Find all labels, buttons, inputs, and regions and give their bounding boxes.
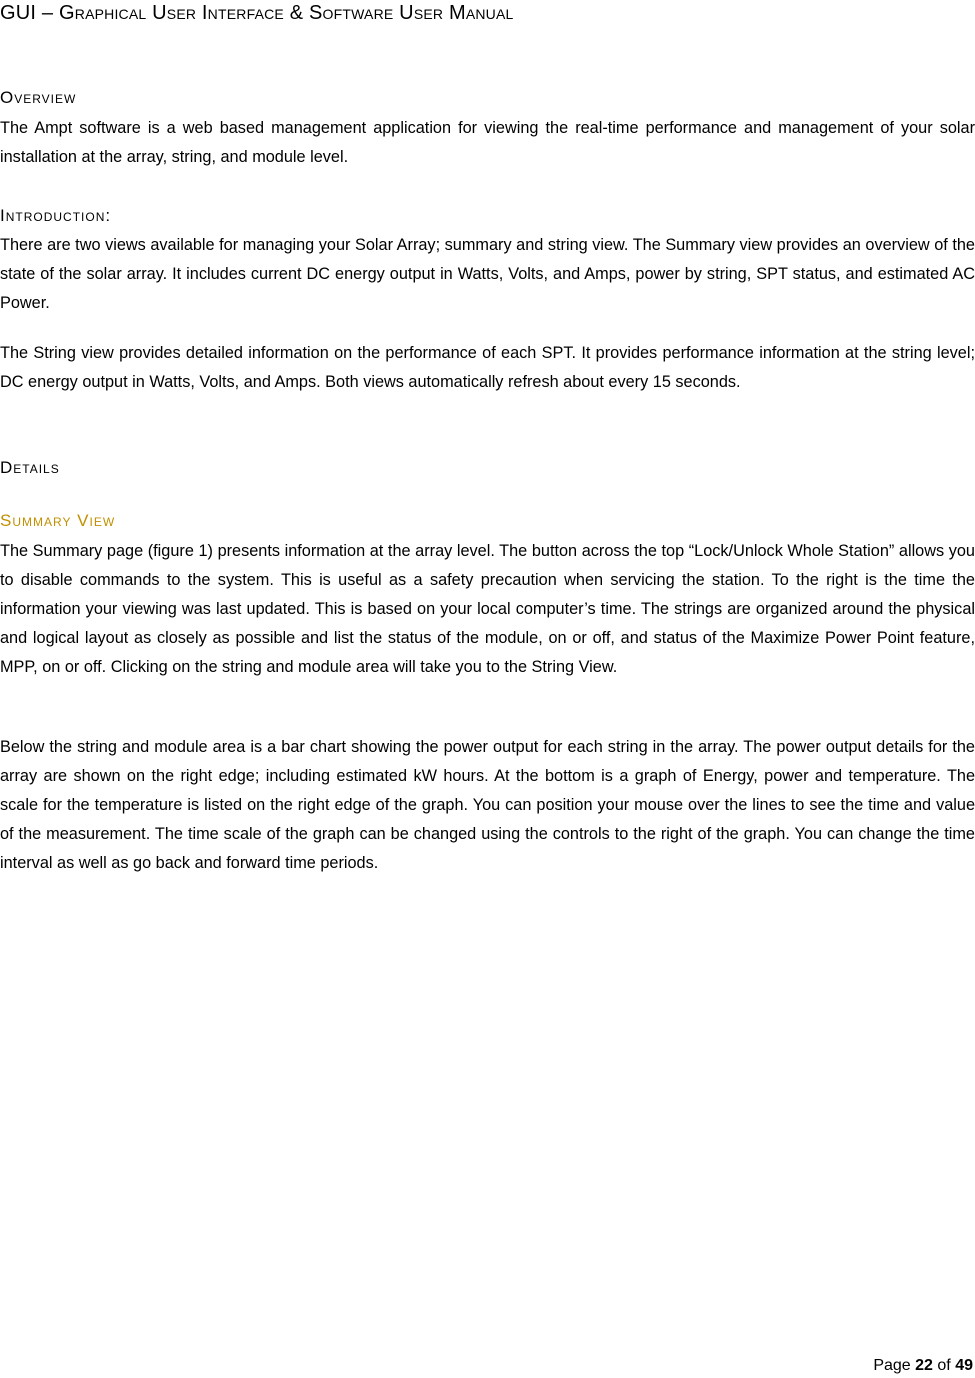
summary-view-paragraph-2: Below the string and module area is a bar chart showing the power output for each string in the array. The power output details for the array are shown on the right edge; including estimated kW hours. At the bottom is a graph of Energy, power and temperature. The scale for the temperature is listed on the right edge of the graph. You can position your mouse over the lines to see the time and value of the measurement. The time scale of the graph can be changed using the controls to the right of the graph. You can change the time interval as well as go back and forward time periods.: [0, 738, 975, 872]
introduction-heading: Introduction:: [0, 206, 112, 225]
total-pages: 49: [955, 1357, 973, 1374]
introduction-paragraph-2: The String view provides detailed information on the performance of each SPT. It provides performance information at the string level; DC energy output in Watts, Volts, and Amps. Both views automatically refresh about every 15 seconds.: [0, 344, 975, 391]
overview-paragraph: The Ampt software is a web based management application for viewing the real-time performance and management of your solar installation at the array, string, and module level.: [0, 119, 975, 166]
page-header: [0, 0, 975, 28]
summary-view-heading: Summary View: [0, 511, 116, 530]
page-footer: [873, 1355, 973, 1377]
header-prefix: GUI –: [0, 2, 59, 24]
header-title: Graphical User Interface & Software User Manual: [59, 2, 514, 24]
introduction-paragraph-1: There are two views available for managing your Solar Array; summary and string view. The Summary view provides an overview of the state of the solar array. It includes current DC energy output in Watts, Volts, and Amps, power by string, SPT status, and estimated AC Power.: [0, 236, 975, 312]
page-number: 22: [915, 1357, 933, 1374]
overview-heading: Overview: [0, 88, 77, 107]
summary-view-paragraph-1: The Summary page (figure 1) presents information at the array level. The button across the top “Lock/Unlock Whole Station” allows you to disable commands to the system. This is useful as a safety precaution when servicing the station. To the right is the time the information your viewing was last updated. This is based on your local computer’s time. The strings are organized around the physical and logical layout as closely as possible and list the status of the module, on or off, and status of the Maximize Power Point feature, MPP, on or off. Clicking on the string and module area will take you to the String View.: [0, 542, 975, 676]
page-label: Page: [873, 1357, 911, 1374]
of-label: of: [937, 1357, 951, 1374]
details-heading: Details: [0, 458, 60, 477]
